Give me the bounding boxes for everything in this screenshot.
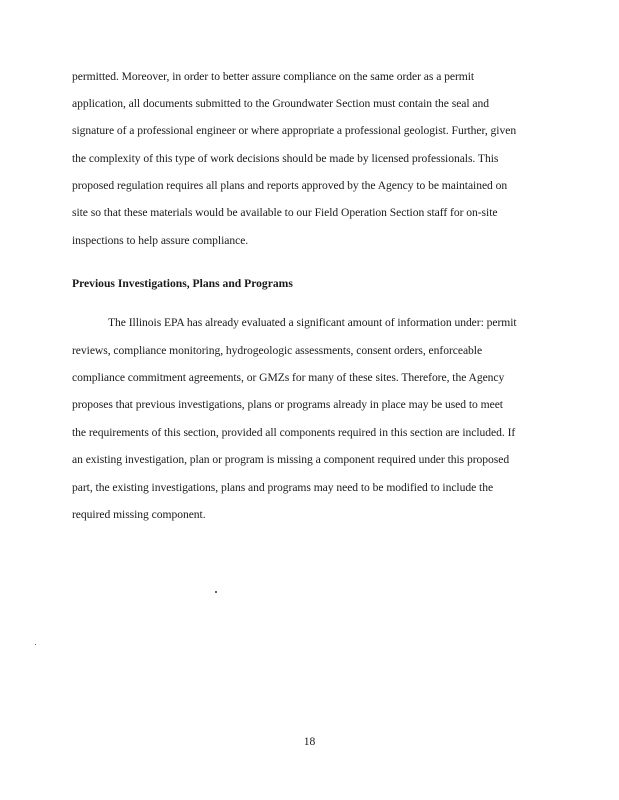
text-line: inspections to help assure compliance.: [72, 234, 249, 247]
text-line: The Illinois EPA has already evaluated a significant amount of information under: permit: [108, 316, 517, 329]
text-line: compliance commitment agreements, or GMZs for many of these sites. Therefore, the Agency: [72, 371, 505, 384]
text-line: the requirements of this section, provided all components required in this section are included. If: [72, 426, 516, 439]
text-line: proposes that previous investigations, plans or programs already in place may be used to meet: [72, 398, 503, 411]
text-line: site so that these materials would be available to our Field Operation Section staff for on-site: [72, 206, 498, 219]
text-line: part, the existing investigations, plans and programs may need to be modified to include the: [72, 481, 494, 494]
text-line: reviews, compliance monitoring, hydrogeologic assessments, consent orders, enforceable: [72, 344, 483, 357]
section-heading: Previous Investigations, Plans and Programs: [72, 277, 293, 290]
text-line: the complexity of this type of work decisions should be made by licensed professionals. This: [72, 152, 499, 165]
text-line: proposed regulation requires all plans and reports approved by the Agency to be maintained on: [72, 179, 508, 192]
scan-speck: [35, 644, 36, 645]
page-number: 18: [303, 735, 316, 748]
text-line: permitted. Moreover, in order to better assure compliance on the same order as a permit: [72, 70, 475, 83]
text-line: an existing investigation, plan or program is missing a component required under this proposed: [72, 453, 510, 466]
scan-speck: [215, 591, 217, 593]
text-line: required missing component.: [72, 508, 206, 521]
text-line: signature of a professional engineer or where appropriate a professional geologist. Further, given: [72, 124, 517, 137]
text-line: application, all documents submitted to the Groundwater Section must contain the seal and: [72, 97, 490, 110]
